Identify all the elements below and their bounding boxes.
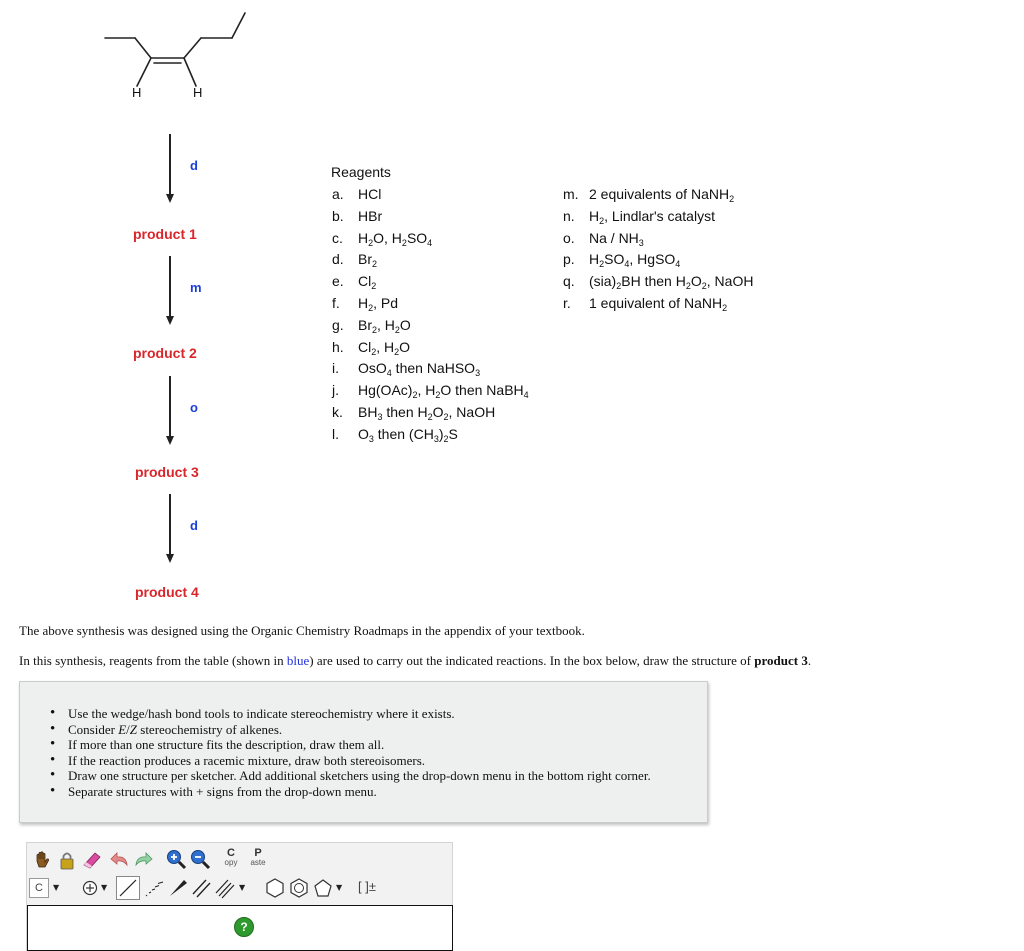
reagent-key: a.: [332, 186, 344, 202]
instruction-item-6: • Separate structures with + signs from the drop-down menu.: [50, 784, 651, 800]
instructions-list: [50, 706, 651, 799]
reagent-row-left-9: [332, 382, 529, 401]
reagent-formula: $Hg(OAc)_2$, $H_2O$ then NaBH$_4$: [358, 382, 529, 401]
charge-plus-icon[interactable]: [80, 877, 102, 899]
reagent-key: g.: [332, 316, 344, 333]
reagent-row-left-7: [332, 339, 410, 355]
reagent-row-right-1: [563, 208, 715, 224]
undo-icon[interactable]: [109, 849, 131, 871]
reagent-letter-4: d: [190, 518, 198, 533]
instruction-item-3: • If more than one structure fits the description, draw them all.: [50, 737, 651, 753]
reagent-row-left-6: [332, 317, 411, 333]
reaction-arrow-head-4: [166, 554, 174, 563]
eraser-icon[interactable]: [81, 849, 103, 871]
redo-icon[interactable]: [132, 849, 154, 871]
reagent-key: r.: [563, 295, 571, 311]
reaction-arrow-4: [169, 494, 171, 554]
reagent-formula: $H_2O$, $H_2SO_4$: [358, 229, 433, 248]
paste-button-top: P: [254, 847, 262, 859]
reagent-row-left-2: [332, 230, 432, 246]
prompt-blue-word: blue: [286, 653, 310, 668]
reaction-arrow-2: [169, 256, 171, 316]
reaction-arrow-head-3: [166, 436, 174, 445]
reagent-formula: $H_2$, Lindlar's catalyst: [589, 207, 715, 226]
reagent-key: n.: [563, 207, 575, 224]
reagent-row-left-8: [332, 360, 481, 379]
reagent-formula: $O_3$ then $(CH_3)_2S$: [358, 425, 458, 444]
reagent-formula: $Cl_2$: [358, 273, 377, 292]
hydrogen-label-left: H: [132, 85, 142, 100]
bond-dropdown-icon[interactable]: ▼: [239, 883, 246, 892]
reagent-key: c.: [332, 229, 343, 246]
reagent-key: h.: [332, 338, 344, 355]
reagent-formula: OsO$_4$ then NaHSO$_3$: [358, 360, 481, 379]
hash-bond-icon[interactable]: [143, 877, 165, 899]
product-label-4: product 4: [135, 584, 199, 600]
reagent-formula: 2 equivalents of NaNH$_2$: [589, 186, 735, 204]
reaction-arrow-3: [169, 376, 171, 436]
prompt-text-a: In this synthesis, reagents from the table (shown in: [19, 653, 287, 668]
copy-button-top: C: [227, 847, 235, 859]
prompt-text-b: ) are used to carry out the indicated reactions. In the box below, draw the structure of: [309, 653, 755, 668]
paste-button[interactable]: [247, 849, 269, 867]
reagent-key: d.: [332, 251, 344, 268]
roadmap-description: The above synthesis was designed using the Organic Chemistry Roadmaps in the appendix of your textbook.: [19, 623, 585, 638]
reagent-key: i.: [332, 360, 339, 377]
starting-material-structure: [95, 5, 255, 105]
lasso-lock-icon[interactable]: [56, 849, 78, 871]
double-bond-icon[interactable]: [190, 877, 212, 899]
reagent-formula: $Cl_2$, $H_2O$: [358, 338, 411, 357]
copy-button[interactable]: [220, 849, 242, 867]
product-label-1: product 1: [133, 226, 197, 242]
reagent-key: l.: [332, 425, 339, 442]
product-label-2: product 2: [133, 345, 197, 361]
reagent-key: k.: [332, 404, 343, 420]
hydrogen-label-right: H: [193, 85, 203, 100]
reagent-key: o.: [563, 229, 575, 246]
reagent-formula: HCl: [358, 186, 382, 202]
element-dropdown-icon[interactable]: ▼: [53, 883, 60, 892]
reagent-row-left-3: [332, 251, 378, 270]
instruction-item-5: • Draw one structure per sketcher. Add additional sketchers using the drop-down menu in the bottom right corner.: [50, 768, 651, 784]
reagent-row-left-1: [332, 208, 382, 224]
benzene-icon[interactable]: [288, 877, 310, 899]
instruction-item-4: • If the reaction produces a racemic mixture, draw both stereoisomers.: [50, 753, 651, 769]
charge-bracket-button[interactable]: [ ]±: [358, 879, 376, 894]
cyclopentane-icon[interactable]: [312, 877, 334, 899]
instruction-item-1: • Use the wedge/hash bond tools to indicate stereochemistry where it exists.: [50, 706, 651, 722]
product-label-3: product 3: [135, 464, 199, 480]
reaction-arrow-head-1: [166, 194, 174, 203]
reagent-key: q.: [563, 273, 575, 290]
instruction-item-2: • Consider E/Z stereochemistry of alkenes.: [50, 722, 651, 738]
single-bond-icon: [117, 877, 139, 899]
help-button[interactable]: ?: [234, 917, 254, 937]
reagent-row-left-10: [332, 404, 495, 420]
reagent-key: f.: [332, 295, 340, 311]
reagent-row-left-11: [332, 426, 458, 442]
zoom-in-icon[interactable]: [165, 848, 187, 870]
prompt-target-product: product 3: [754, 653, 808, 668]
hand-pan-icon[interactable]: [32, 849, 54, 871]
reagent-row-right-5: [563, 295, 727, 311]
instructions-box: [19, 681, 708, 823]
reagent-row-right-0: [563, 186, 734, 202]
reagent-row-left-4: [332, 273, 377, 292]
paste-button-bottom: aste: [250, 858, 266, 867]
reagent-key: m.: [563, 186, 579, 202]
reagent-key: p.: [563, 251, 575, 268]
reagent-key: b.: [332, 207, 344, 224]
element-button[interactable]: C: [29, 878, 49, 898]
reagent-formula: $(sia)_2BH$ then $H_2O_2$, NaOH: [589, 273, 754, 292]
reagent-formula: $H_2SO_4$, HgSO$_4$: [589, 251, 681, 270]
triple-bond-icon[interactable]: [214, 877, 236, 899]
prompt-text-end: .: [807, 653, 812, 668]
reagent-row-left-5: [332, 295, 398, 311]
reagent-letter-3: o: [190, 400, 198, 415]
zoom-out-icon[interactable]: [189, 848, 211, 870]
question-prompt: [19, 653, 811, 669]
reagent-formula: HBr: [358, 207, 383, 224]
reagent-formula: $Br_2$, $H_2O$: [358, 316, 411, 335]
reaction-arrow-head-2: [166, 316, 174, 325]
reagent-key: j.: [332, 382, 339, 399]
reagent-row-right-3: [563, 251, 681, 270]
cyclohexane-icon[interactable]: [264, 877, 286, 899]
charge-dropdown-icon[interactable]: ▼: [101, 883, 108, 892]
reagent-formula: 1 equivalent of NaNH$_2$: [589, 295, 728, 313]
reagent-row-right-4: [563, 273, 754, 292]
single-bond-tool[interactable]: [116, 876, 140, 900]
ring-dropdown-icon[interactable]: ▼: [336, 883, 343, 892]
reagent-formula: $H_2$, Pd: [358, 295, 399, 313]
reagent-formula: Na / $NH_3$: [589, 229, 644, 248]
reagent-row-left-0: [332, 186, 381, 202]
reagent-key: e.: [332, 273, 344, 290]
reagent-formula: $Br_2$: [358, 251, 378, 270]
reagent-letter-2: m: [190, 280, 202, 295]
reaction-arrow-1: [169, 134, 171, 194]
reagent-formula: $BH_3$ then $H_2O_2$, NaOH: [358, 404, 496, 422]
reagent-letter-1: d: [190, 158, 198, 173]
wedge-bond-icon[interactable]: [167, 877, 189, 899]
copy-button-bottom: opy: [224, 858, 238, 867]
reagent-row-right-2: [563, 230, 644, 246]
reagents-header: Reagents: [331, 164, 391, 180]
